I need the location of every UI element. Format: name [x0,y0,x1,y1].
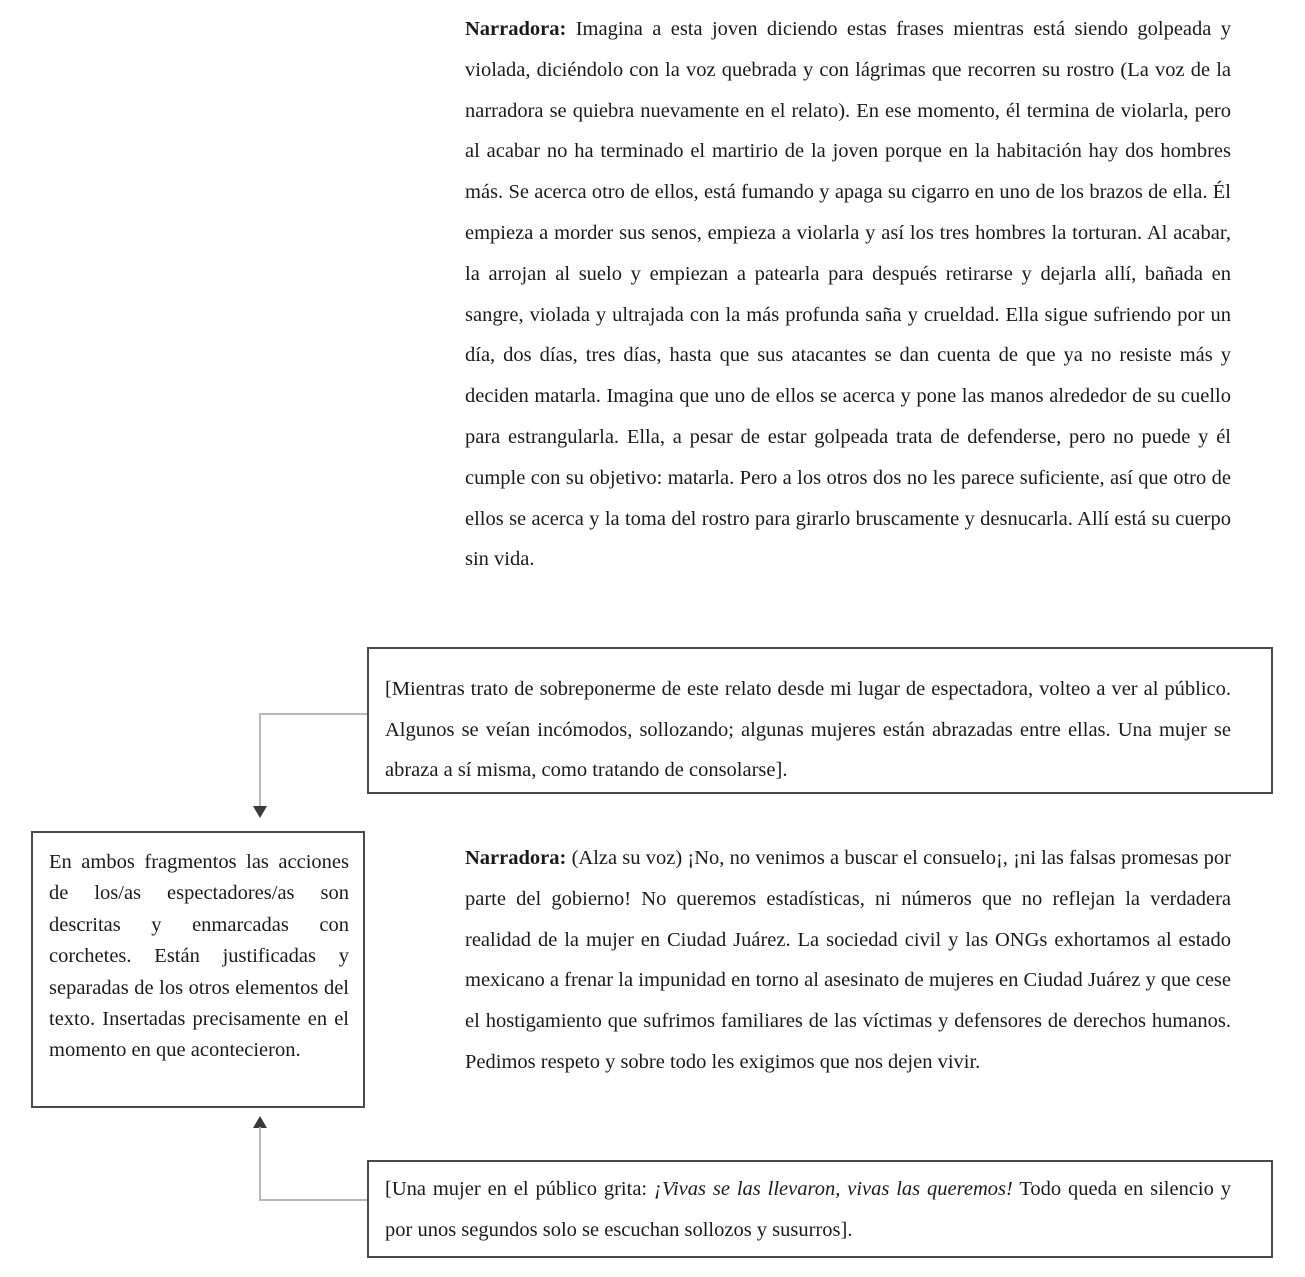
connector-line-vertical-bottom [259,1127,261,1201]
note-text: En ambos fragmentos las acciones de los/as espectadores/as son descritas y enmarcadas con corchetes. Están justificadas y separadas de los otros elementos del texto. Insertadas precisamente en el momento en que acontecieron. [49,851,349,1062]
spectator-bracket-box-1 [367,647,1273,794]
bracket-text-before: [Una mujer en el público grita: [385,1178,654,1200]
bracket-text-after: Todo queda en silencio y por unos segundos solo se escuchan sollozos y susurros]. [385,1178,1232,1241]
spectator-bracket-box-2 [367,1160,1273,1258]
fragment-text: (Alza su voz) ¡No, no venimos a buscar el consuelo¡, ¡ni las falsas promesas por parte del gobierno! No queremos estadísticas, ni números que no reflejan la verdadera realidad de la mujer en Ciudad Juárez. La sociedad civil y las ONGs exhortamos al estado mexicano a frenar la impunidad en torno al asesinato de mujeres en Ciudad Juárez y que cese el hostigamiento que sufrimos familiares de las víctimas y defensores de derechos humanos. Pedimos respeto y sobre todo les exigimos que nos dejen vivir. [465,847,1231,1073]
speaker-label: Narradora: [465,847,567,869]
bracket-text: [Mientras trato de sobreponerme de este relato desde mi lugar de espectadora, volteo a ver al público. Algunos se veían incómodos, sollozando; algunas mujeres están abrazadas entre ellas. Una mujer se abraza a sí misma, como tratando de consolarse]. [385,678,1231,781]
connector-line-horizontal-bottom [259,1199,367,1201]
fragment-text: Imagina a esta joven diciendo estas frases mientras está siendo golpeada y violada, diciéndolo con la voz quebrada y con lágrimas que recorren su rostro (La voz de la narradora se quiebra nuevamente en el relato). En ese momento, él termina de violarla, pero al acabar no ha terminado el martirio de la joven porque en la habitación hay dos hombres más. Se acerca otro de ellos, está fumando y apaga su cigarro en uno de los brazos de ella. Él empieza a morder sus senos, empieza a violarla y así los tres hombres la torturan. Al acabar, la arrojan al suelo y empiezan a patearla para después retirarse y dejarla allí, bañada en sangre, violada y ultrajada con la más profunda saña y crueldad. Ella sigue sufriendo por un día, dos días, tres días, hasta que sus atacantes se dan cuenta de que ya no resiste más y deciden matarla. Imagina que uno de ellos se acerca y pone las manos alrededor de su cuello para estrangularla. Ella, a pesar de estar golpeada trata de defenderse, pero no puede y él cumple con su objetivo: matarla. Pero a los otros dos no les parece suficiente, así que otro de ellos se acerca y la toma del rostro para girarlo bruscamente y desnucarla. Allí está su cuerpo sin vida. [465,18,1231,571]
bracket-text-italic-shout: ¡Vivas se las llevaron, vivas las queremos! [654,1178,1013,1200]
narrator-fragment-1 [465,9,1231,580]
arrow-down-icon [253,806,267,818]
connector-line-horizontal-top [259,713,367,715]
connector-line-vertical-top [259,713,261,808]
annotation-note-box [31,831,365,1108]
speaker-label: Narradora: [465,18,567,40]
narrator-fragment-2 [465,838,1231,1083]
